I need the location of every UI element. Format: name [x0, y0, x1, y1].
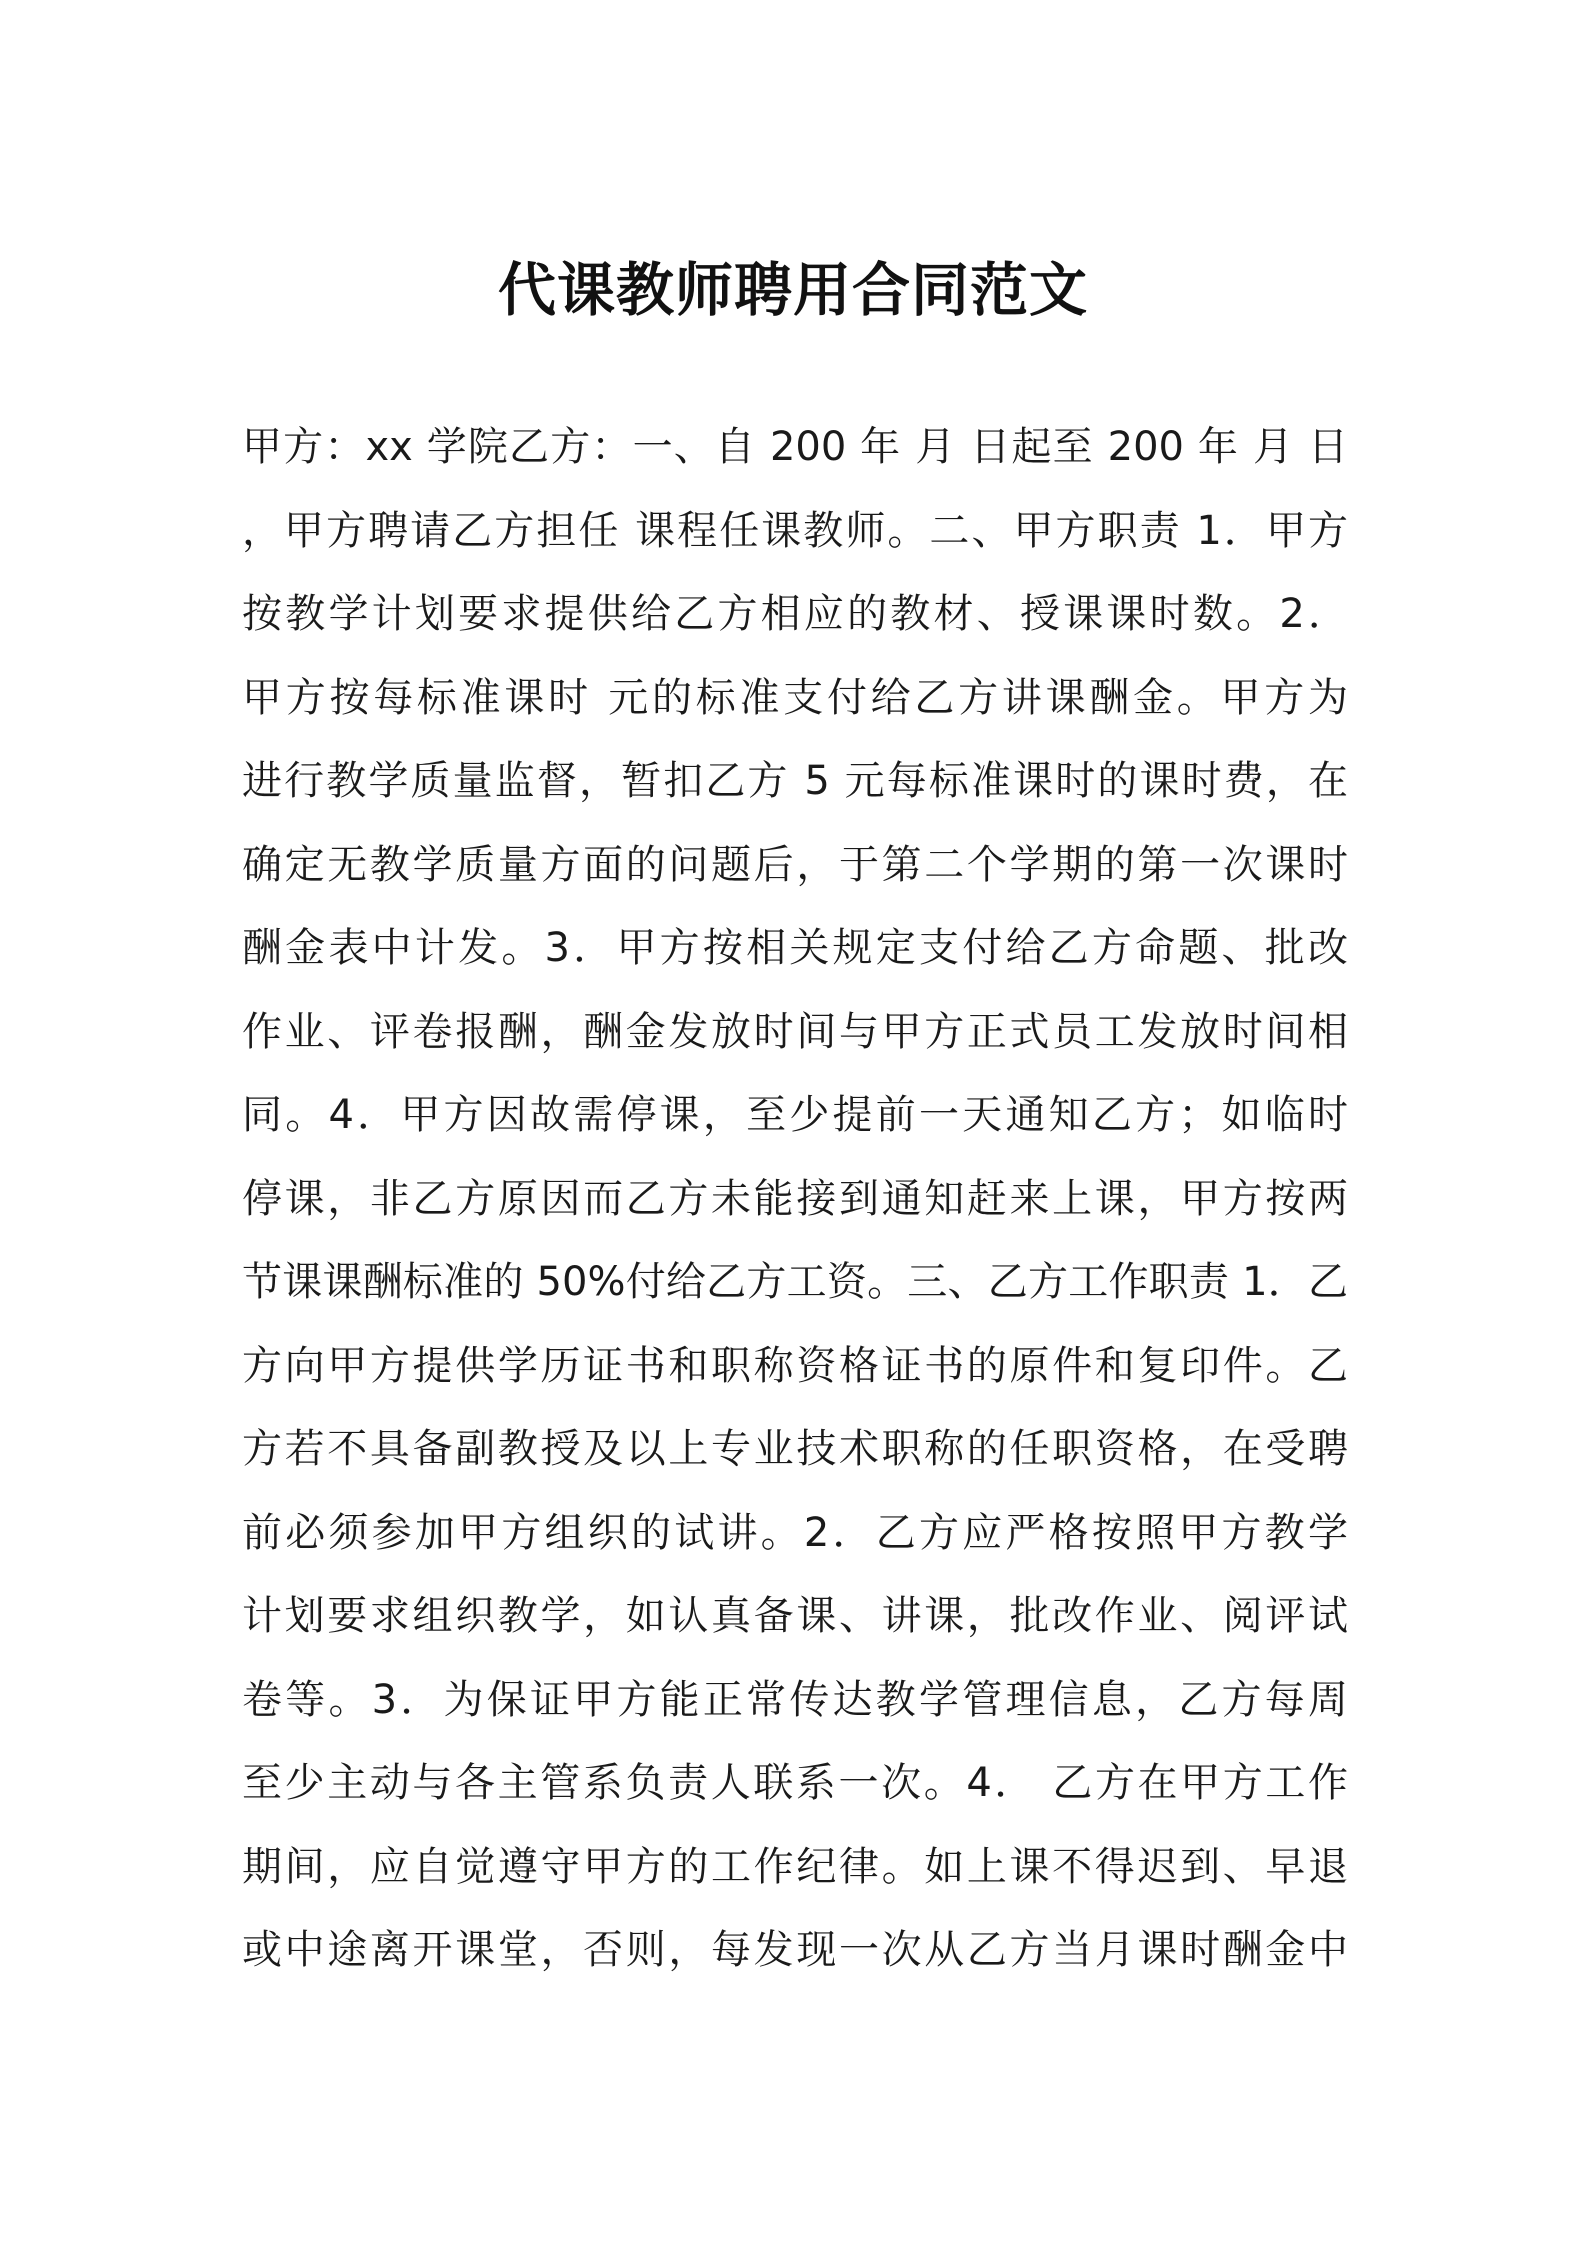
- body-line: 方向甲方提供学历证书和职称资格证书的原件和复印件。乙: [242, 1342, 1348, 1389]
- body-line: 按教学计划要求提供给乙方相应的教材、授课课时数。2．: [242, 591, 1348, 637]
- document-body: [242, 406, 1348, 1993]
- body-line: 或中途离开课堂，否则，每发现一次从乙方当月课时酬金中: [242, 1927, 1348, 1973]
- body-line: 酬金表中计发。3．甲方按相关规定支付给乙方命题、批改: [242, 925, 1348, 971]
- body-line: 计划要求组织教学，如认真备课、讲课，批改作业、阅评试: [242, 1593, 1348, 1639]
- document-title: 代课教师聘用合同范文: [497, 256, 1088, 324]
- body-line: 前必须参加甲方组织的试讲。2．乙方应严格按照甲方教学: [242, 1509, 1348, 1556]
- body-line: 作业、评卷报酬，酬金发放时间与甲方正式员工发放时间相: [242, 1008, 1348, 1055]
- body-line: 停课，非乙方原因而乙方未能接到通知赶来上课，甲方按两: [242, 1175, 1348, 1222]
- body-line: 甲方：xx 学院乙方：一、自 200 年 月 日起至 200 年 月 日: [242, 424, 1348, 470]
- body-line: 方若不具备副教授及以上专业技术职称的任职资格，在受聘: [242, 1426, 1348, 1472]
- body-line: 进行教学质量监督，暂扣乙方 5 元每标准课时的课时费，在: [242, 758, 1348, 804]
- body-line: 甲方按每标准课时 元的标准支付给乙方讲课酬金。甲方为: [242, 674, 1348, 721]
- body-line: 卷等。3．为保证甲方能正常传达教学管理信息，乙方每周: [242, 1676, 1348, 1723]
- body-line: 期间，应自觉遵守甲方的工作纪律。如上课不得迟到、早退: [242, 1843, 1348, 1890]
- body-line: 同。4．甲方因故需停课，至少提前一天通知乙方；如临时: [242, 1092, 1348, 1138]
- body-line: 至少主动与各主管系负责人联系一次。4． 乙方在甲方工作: [242, 1760, 1348, 1806]
- body-line: ，甲方聘请乙方担任 课程任课教师。二、甲方职责 1．甲方: [242, 507, 1348, 554]
- body-line: 节课课酬标准的 50%付给乙方工资。三、乙方工作职责 1．乙: [242, 1259, 1348, 1305]
- body-line: 确定无教学质量方面的问题后，于第二个学期的第一次课时: [242, 841, 1348, 888]
